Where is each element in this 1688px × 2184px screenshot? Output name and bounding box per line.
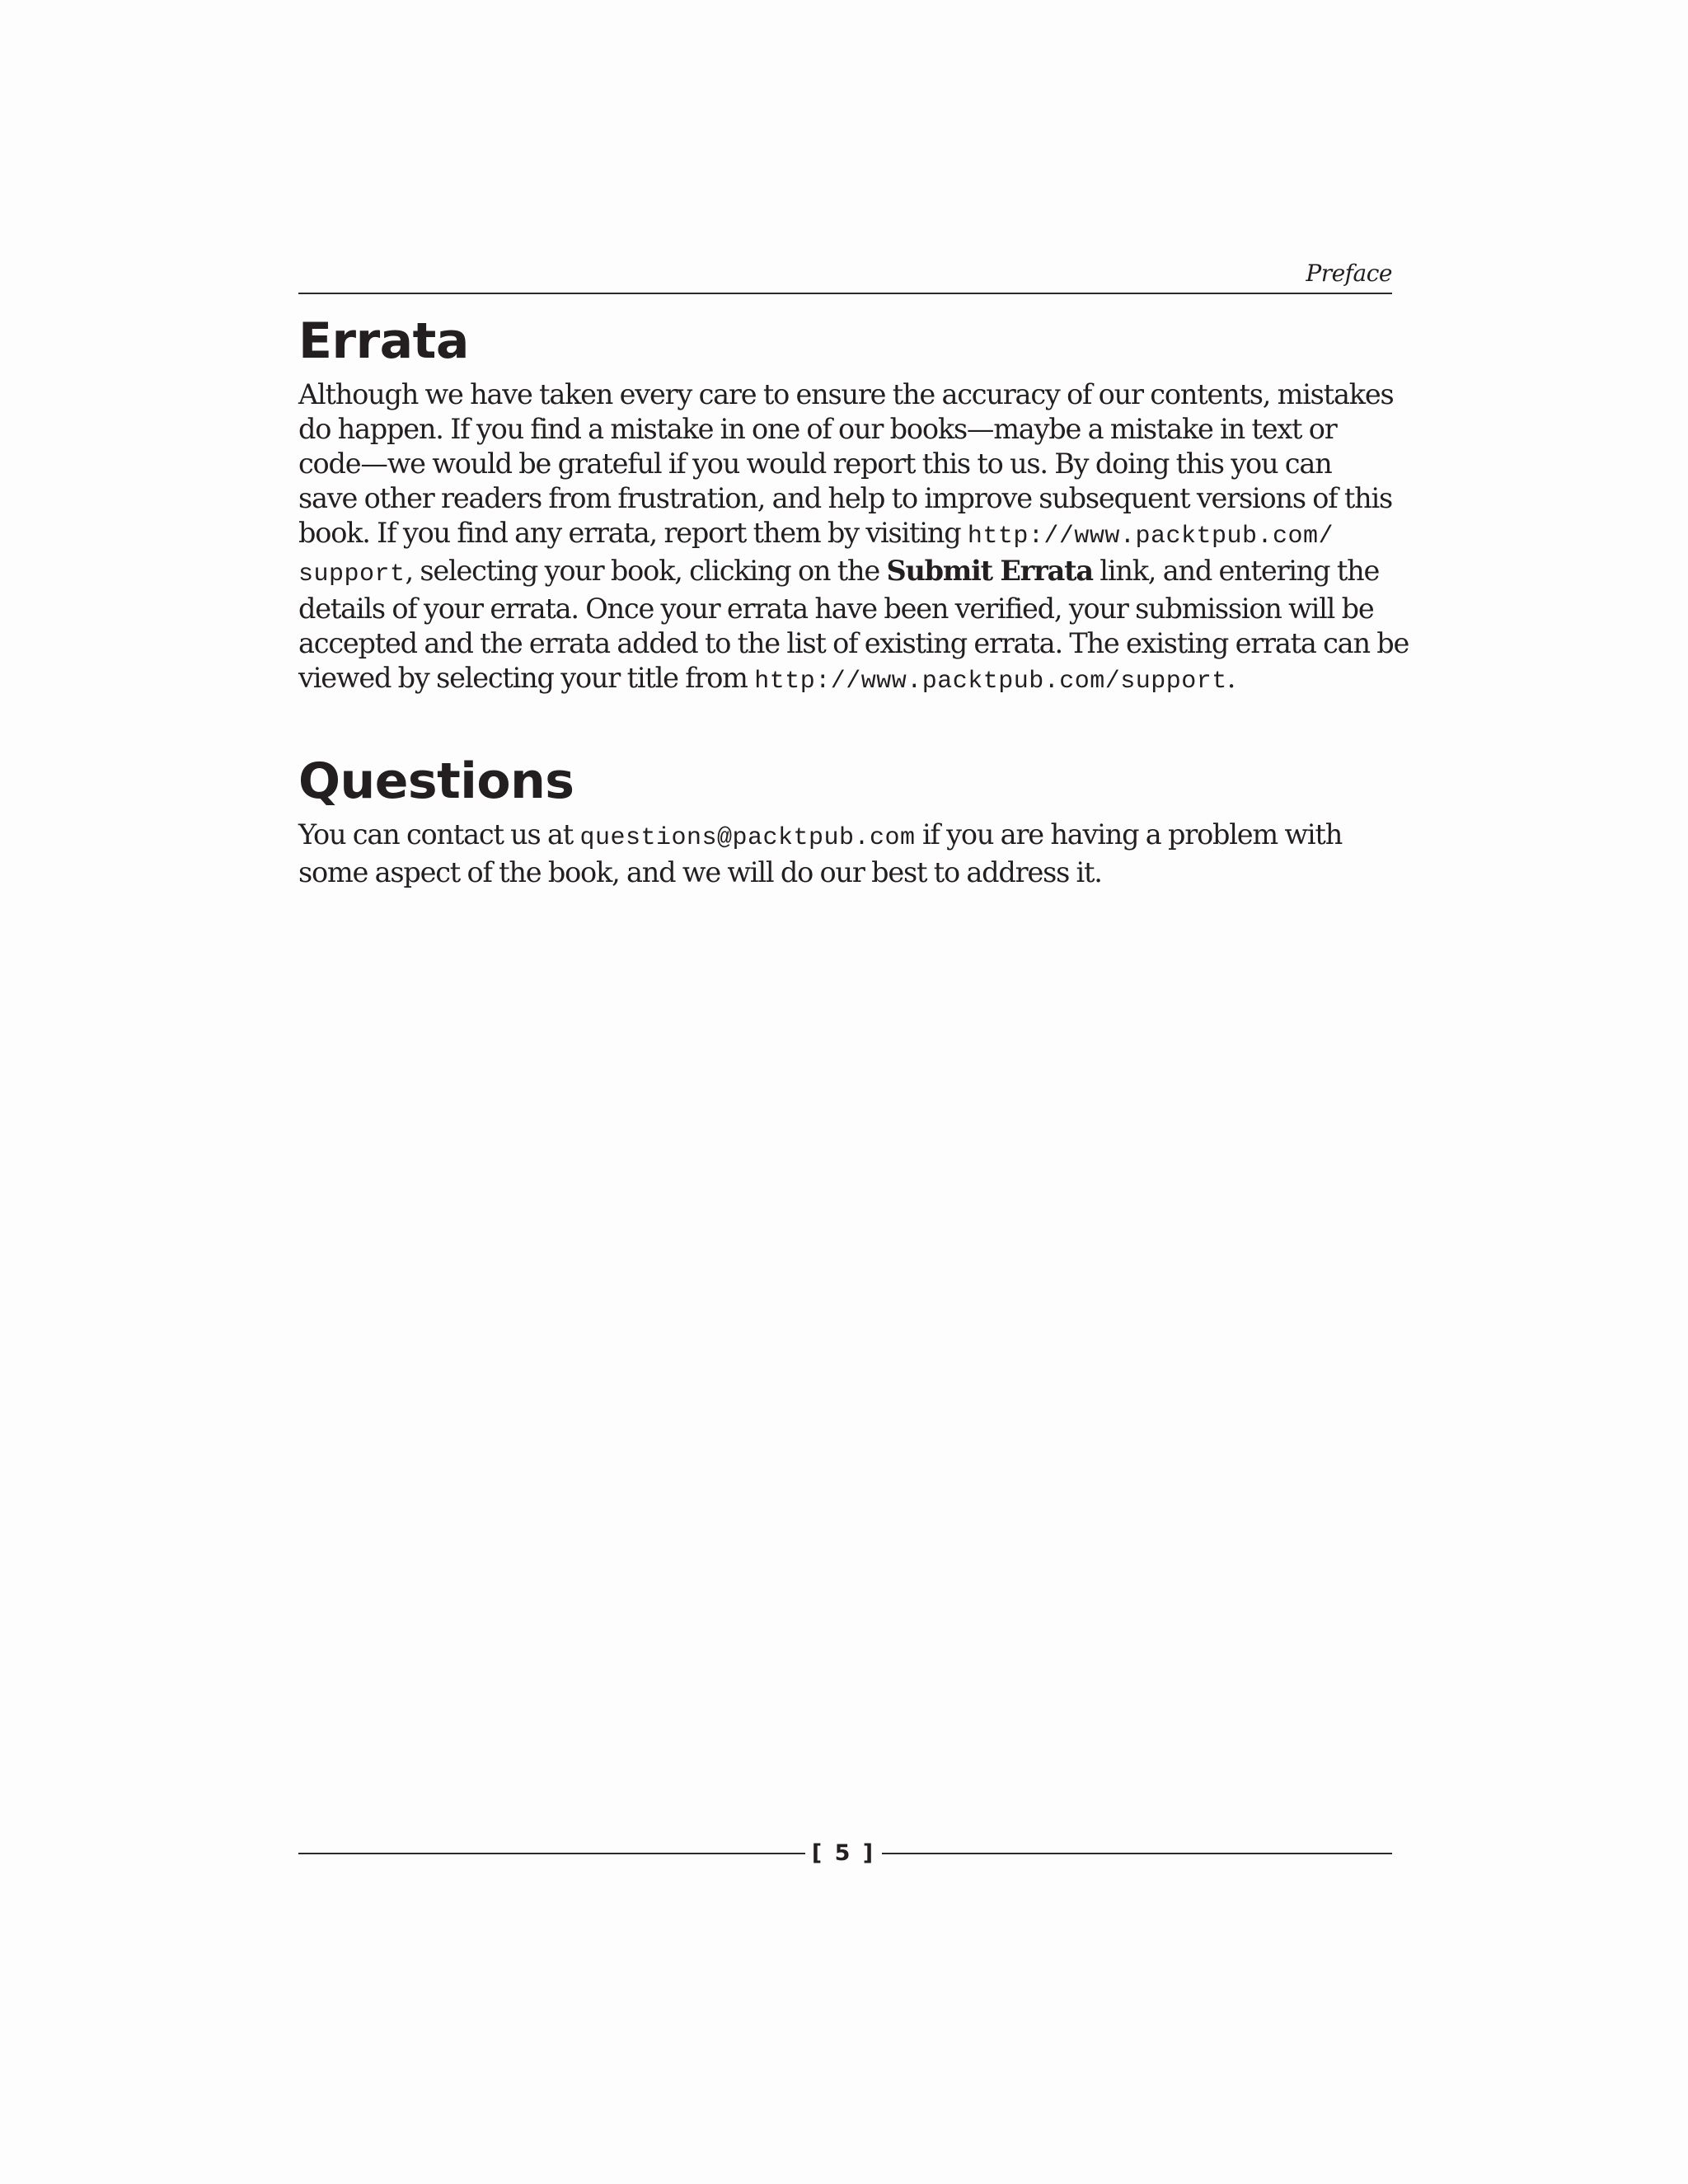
inline-code: questions@packtpub.com [579,824,916,852]
text-run: book. If you find any errata, report them by visiting [298,517,968,549]
text-run: link, and entering the [1092,555,1380,587]
text-run: if you are having a problem with [915,818,1343,851]
text-run: accepted and the errata added to the list of existing errata. The existing errata can be [298,627,1409,659]
text-run: . [1226,662,1236,694]
text-run: Although we have taken every care to ensure the accuracy of our contents, mistakes [298,378,1394,410]
errata-section [298,305,1409,699]
footer-rule-right [882,1853,1392,1854]
questions-paragraph [298,818,1392,890]
text-run: save other readers from frustration, and help to improve subsequent versions of this [298,482,1393,514]
text-run: viewed by selecting your title from [298,662,755,694]
page-footer [298,1838,1392,1871]
inline-code: http://www.packtpub.com/support [754,668,1227,696]
text-run: some aspect of the book, and we will do our best to address it. [298,856,1102,888]
header-rule [298,293,1392,294]
inline-code: http://www.packtpub.com/ [967,523,1334,551]
errata-heading: Errata [298,312,469,370]
text-run: You can contact us at [298,818,580,851]
inline-code: support [298,560,406,588]
bold-text: Submit Errata [886,555,1093,587]
text-run: do happen. If you find a mistake in one of our books—maybe a mistake in text or [298,413,1337,445]
footer-rule-left [298,1853,805,1854]
page-content [298,305,1409,890]
errata-paragraph [298,377,1409,699]
running-header: Preface [1306,260,1392,287]
questions-heading: Questions [298,752,574,810]
text-run: code—we would be grateful if you would report this to us. By doing this you can [298,448,1332,480]
text-run: , selecting your book, clicking on the [405,555,887,587]
page-number: [ 5 ] [811,1840,876,1866]
questions-section [298,745,1392,890]
text-run: details of your errata. Once your errata have been verified, your submission will be [298,593,1374,625]
